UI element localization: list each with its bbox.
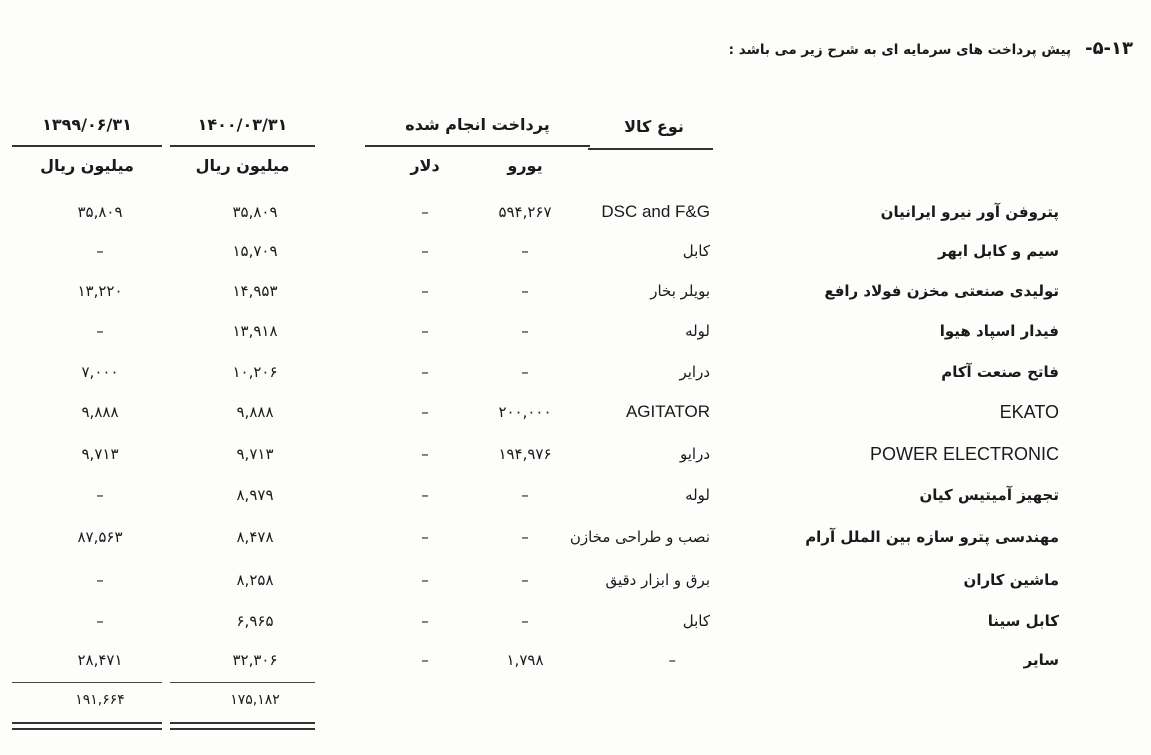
section-heading (729, 38, 1133, 59)
dollar-amount: – (421, 651, 429, 669)
euro-amount: ۱,۷۹۸ (506, 651, 544, 669)
header-date-1399: ۱۳۹۹/۰۶/۳۱ (42, 115, 132, 134)
dollar-amount: – (421, 242, 429, 260)
amount-1399: ۹,۷۱۳ (81, 445, 119, 463)
goods-type: کابل (682, 612, 710, 630)
company-name: فیدار اسپاد هیوا (939, 322, 1059, 340)
header-euro: یورو (507, 156, 543, 175)
amount-1400: ۹,۷۱۳ (236, 445, 274, 463)
company-name: EKATO (999, 402, 1059, 422)
euro-amount: – (521, 486, 529, 504)
header-rule-goods (588, 148, 713, 150)
table-row (0, 645, 1151, 675)
amount-1400: ۳۵,۸۰۹ (232, 203, 278, 221)
table-row (0, 197, 1151, 227)
amount-1399: ۱۳,۲۲۰ (77, 282, 123, 300)
goods-type: کابل (682, 242, 710, 260)
amount-1399: – (96, 612, 104, 630)
goods-type: بویلر بخار (650, 282, 710, 300)
section-number: ۵-۱۳- (1085, 38, 1133, 59)
subtotal-rule-1399 (12, 682, 162, 683)
amount-1400: ۱۵,۷۰۹ (232, 242, 278, 260)
table-row (0, 480, 1151, 510)
goods-type: DSC and F&G (601, 202, 710, 221)
euro-amount: – (521, 242, 529, 260)
table-row (0, 439, 1151, 469)
euro-amount: ۵۹۴,۲۶۷ (498, 203, 552, 221)
goods-type: AGITATOR (625, 402, 710, 421)
header-rule-1400 (170, 145, 315, 147)
dollar-amount: – (421, 363, 429, 381)
company-name: سایر (1023, 651, 1059, 669)
amount-1399: ۲۸,۴۷۱ (77, 651, 123, 669)
section-title: پیش پرداخت های سرمایه ای به شرح زیر می باشد : (728, 42, 1072, 58)
goods-type: – (668, 651, 676, 669)
header-rule-payment (365, 145, 590, 147)
dollar-amount: – (421, 282, 429, 300)
header-date-1400: ۱۴۰۰/۰۳/۳۱ (197, 115, 288, 134)
euro-amount: – (521, 282, 529, 300)
goods-type: درایو (679, 445, 710, 463)
company-name: تجهیز آمیتیس کیان (919, 486, 1059, 504)
table-row (0, 606, 1151, 636)
goods-type: لوله (685, 486, 710, 504)
goods-type: لوله (685, 322, 710, 340)
euro-amount: ۱۹۴,۹۷۶ (498, 445, 552, 463)
amount-1400: ۶,۹۶۵ (236, 612, 274, 630)
header-rule-1399 (12, 145, 162, 147)
header-dollar: دلار (410, 156, 440, 175)
header-goods-type: نوع کالا (624, 117, 684, 136)
amount-1400: ۸,۲۵۸ (236, 571, 274, 589)
amount-1399: ۹,۸۸۸ (81, 403, 119, 421)
table-row (0, 397, 1151, 427)
header-unit-1400: میلیون ریال (195, 156, 290, 175)
table-row (0, 236, 1151, 266)
amount-1399: – (96, 322, 104, 340)
table-row (0, 565, 1151, 595)
company-name: مهندسی پترو سازه بین الملل آرام (805, 528, 1059, 546)
euro-amount: – (521, 322, 529, 340)
total-1399: ۱۹۱,۶۶۴ (75, 692, 125, 708)
company-name: POWER ELECTRONIC (869, 444, 1059, 464)
total-1400: ۱۷۵,۱۸۲ (230, 692, 280, 708)
dollar-amount: – (421, 203, 429, 221)
goods-type: نصب و طراحی مخازن (569, 528, 710, 546)
company-name: سیم و کابل ابهر (937, 242, 1059, 260)
amount-1400: ۹,۸۸۸ (236, 403, 274, 421)
table-row (0, 357, 1151, 387)
amount-1400: ۱۰,۲۰۶ (232, 363, 278, 381)
amount-1399: – (96, 242, 104, 260)
amount-1399: ۸۷,۵۶۳ (77, 528, 123, 546)
euro-amount: ۲۰۰,۰۰۰ (498, 403, 552, 421)
dollar-amount: – (421, 403, 429, 421)
total-double-rule-1399 (12, 722, 162, 730)
dollar-amount: – (421, 322, 429, 340)
amount-1400: ۸,۴۷۸ (236, 528, 274, 546)
dollar-amount: – (421, 612, 429, 630)
amount-1400: ۳۲,۳۰۶ (232, 651, 278, 669)
header-payment-made: پرداخت انجام شده (405, 115, 550, 134)
amount-1400: ۱۳,۹۱۸ (232, 322, 278, 340)
amount-1399: – (96, 486, 104, 504)
header-unit-1399: میلیون ریال (40, 156, 134, 175)
table-row (0, 276, 1151, 306)
amount-1399: ۷,۰۰۰ (81, 363, 119, 381)
amount-1400: ۸,۹۷۹ (236, 486, 274, 504)
table-row (0, 316, 1151, 346)
dollar-amount: – (421, 528, 429, 546)
euro-amount: – (521, 363, 529, 381)
goods-type: برق و ابزار دقیق (605, 571, 710, 589)
subtotal-rule-1400 (170, 682, 315, 683)
total-double-rule-1400 (170, 722, 315, 730)
euro-amount: – (521, 571, 529, 589)
amount-1399: – (96, 571, 104, 589)
dollar-amount: – (421, 445, 429, 463)
company-name: پتروفن آور نیرو ایرانیان (880, 203, 1059, 221)
company-name: فاتح صنعت آکام (941, 363, 1059, 381)
company-name: کابل سینا (987, 612, 1059, 630)
goods-type: درایر (679, 363, 710, 381)
dollar-amount: – (421, 571, 429, 589)
company-name: ماشین کاران (963, 571, 1059, 589)
amount-1399: ۳۵,۸۰۹ (77, 203, 123, 221)
euro-amount: – (521, 528, 529, 546)
company-name: تولیدی صنعتی مخزن فولاد رافع (824, 282, 1059, 300)
dollar-amount: – (421, 486, 429, 504)
amount-1400: ۱۴,۹۵۳ (232, 282, 278, 300)
euro-amount: – (521, 612, 529, 630)
table-row (0, 522, 1151, 552)
